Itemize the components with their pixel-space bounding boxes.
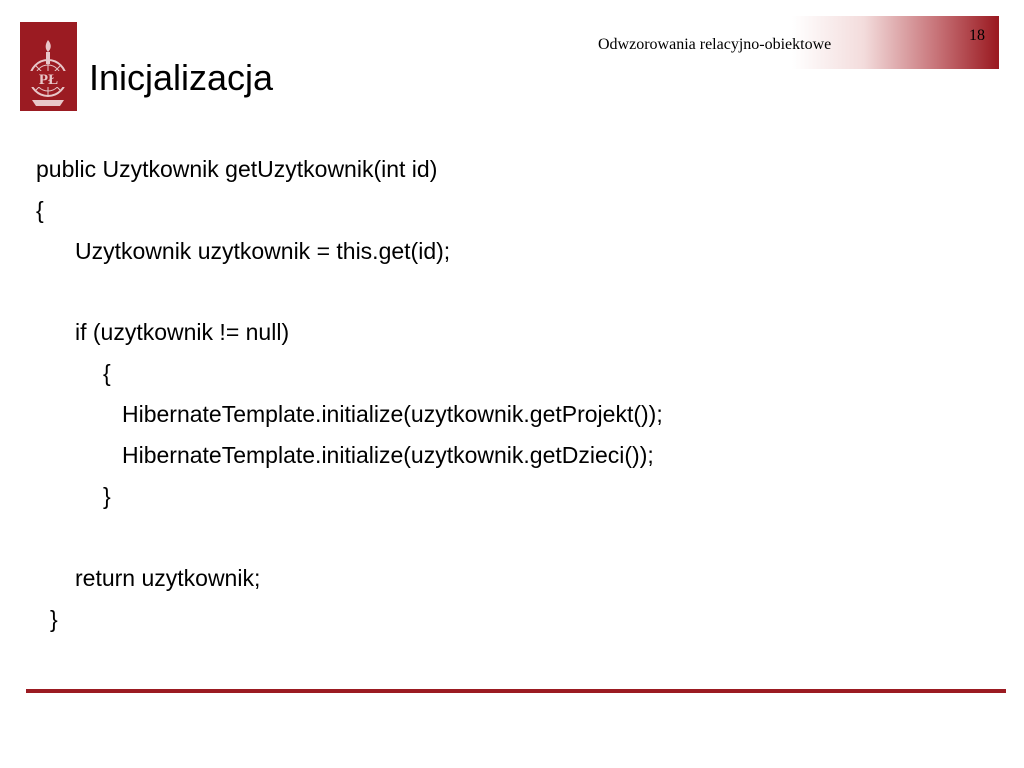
page-number: 18 [969,27,985,44]
code-line: } [103,483,111,509]
code-line: public Uzytkownik getUzytkownik(int id) [36,156,438,182]
code-line: HibernateTemplate.initialize(uzytkownik.getDzieci()); [122,442,654,468]
code-line: return uzytkownik; [75,565,261,591]
bottom-divider [26,689,1006,693]
code-line: HibernateTemplate.initialize(uzytkownik.getProjekt()); [122,401,663,427]
code-line: Uzytkownik uzytkownik = this.get(id); [75,238,451,264]
code-line: { [103,360,111,386]
code-line: { [36,197,44,223]
svg-text:PŁ: PŁ [38,72,59,88]
code-line: } [50,606,58,632]
code-line: if (uzytkownik != null) [75,319,290,345]
slide-title: Inicjalizacja [89,57,274,98]
running-title-text: Odwzorowania relacyjno-obiektowe [598,36,832,53]
